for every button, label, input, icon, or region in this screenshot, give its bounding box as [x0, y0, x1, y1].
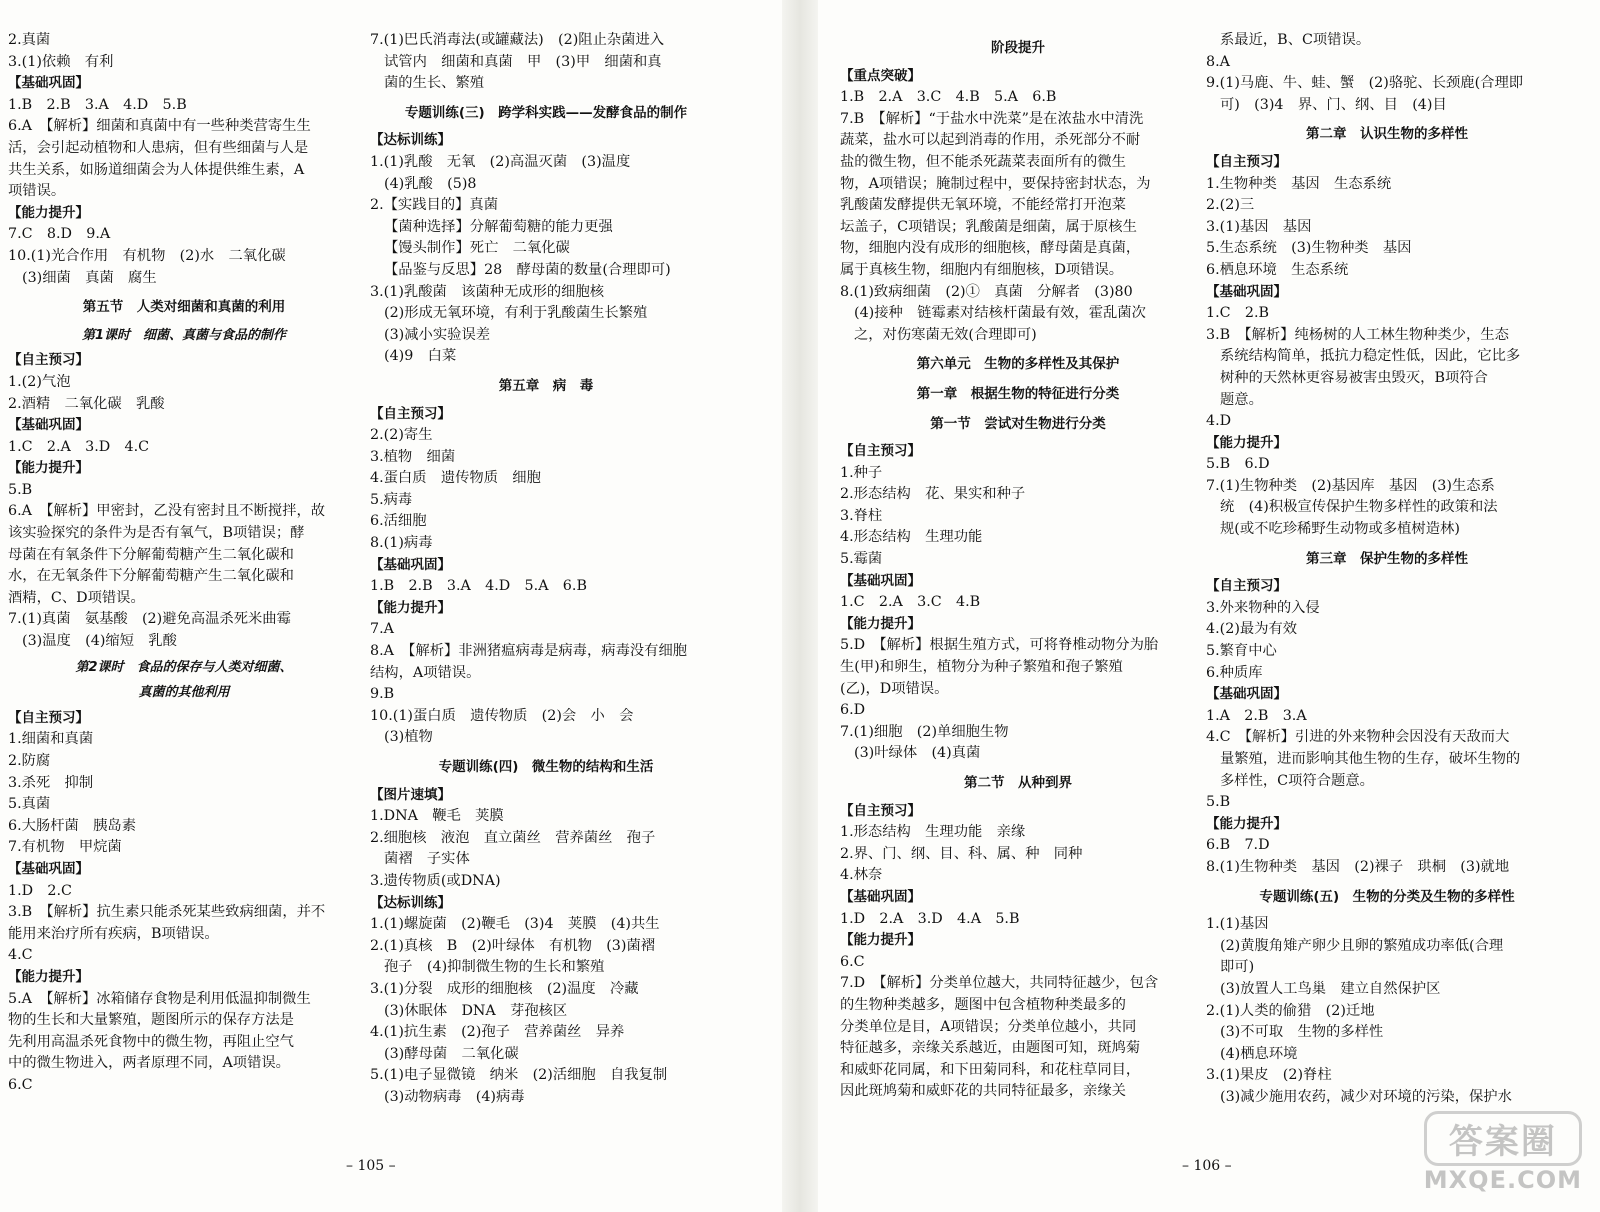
- answer-line: 【菌种选择】分解葡萄糖的能力更强: [384, 218, 613, 235]
- answer-line: 物，A项错误；腌制过程中，要保持密封状态，为: [840, 175, 1151, 192]
- answer-line: 2.(1)人类的偷猎 (2)迁地: [1206, 1002, 1375, 1019]
- answer-line: 4.蛋白质 遗传物质 细胞: [370, 470, 541, 487]
- answer-line: 6.活细胞: [370, 513, 427, 530]
- answer-line: 和威虾花同属，和下田菊同科，和花柱草同目，: [840, 1061, 1141, 1078]
- section-heading: 【能力提升】: [8, 968, 89, 985]
- section-heading: 【基础巩固】: [8, 860, 89, 877]
- answer-line: 9.B: [370, 686, 395, 703]
- answer-line: (4)9 白菜: [384, 348, 457, 365]
- answer-line: 1.形态结构 生理功能 亲缘: [840, 824, 1026, 841]
- chapter-title: 阶段提升: [991, 40, 1045, 56]
- answer-line: 规(或不吃珍稀野生动物或多植树造林): [1220, 521, 1460, 538]
- answer-line: (3)酵母菌 二氧化碳: [384, 1045, 519, 1062]
- answer-line: 特征越多，亲缘关系越近，由题图可知，斑鸠菊: [840, 1040, 1141, 1057]
- answer-line: 5.D 【解析】根据生殖方式，可将脊椎动物分为胎: [840, 637, 1159, 654]
- left-page-column-1: [8, 30, 360, 1097]
- answer-line: 2.(1)真核 B (2)叶绿体 有机物 (3)菌褶: [370, 937, 656, 954]
- chapter-title: 专题训练(四) 微生物的结构和生活: [438, 759, 654, 775]
- answer-line: 乳酸菌发酵提供无氧环境，不能经常打开泡菜: [840, 197, 1126, 214]
- section-heading: 【自主预习】: [1206, 153, 1287, 170]
- chapter-title: 专题训练(三) 跨学科实践——发酵食品的制作: [404, 104, 688, 121]
- answer-line: 中的微生物进入，两者原理不同，A项错误。: [8, 1055, 290, 1072]
- left-page: [0, 0, 780, 1212]
- answer-line: 8.(1)生物种类 基因 (2)裸子 珙桐 (3)就地: [1206, 858, 1510, 875]
- answer-line: (2)形成无氧环境，有利于乳酸菌生长繁殖: [384, 305, 648, 322]
- answer-line: 1.D 2.A 3.D 4.A 5.B: [840, 910, 1020, 927]
- answer-line: 1.D 2.C: [8, 882, 72, 899]
- section-heading: 【能力提升】: [370, 599, 451, 616]
- answer-line: 1.(1)乳酸 无氧 (2)高温灭菌 (3)温度: [370, 153, 631, 170]
- answer-line: 1.细菌和真菌: [8, 731, 94, 748]
- answer-line: 7.A: [370, 621, 394, 638]
- answer-line: 8.(1)致病细菌 (2)① 真菌 分解者 (3)80: [840, 283, 1133, 300]
- answer-line: 物的生长和大量繁殖，题图所示的保存方法是: [8, 1012, 294, 1029]
- answer-line: 6.C: [8, 1076, 33, 1093]
- answer-line: 7.C 8.D 9.A: [8, 226, 111, 243]
- answer-line: 8.(1)病毒: [370, 535, 433, 552]
- watermark: [1424, 1111, 1582, 1194]
- answer-line: 7.(1)巴氏消毒法(或罐藏法) (2)阻止杂菌进入: [370, 32, 665, 48]
- answer-line: 9.(1)马鹿、牛、蛙、蟹 (2)骆驼、长颈鹿(合理即: [1206, 75, 1524, 92]
- answer-line: 蔬菜，盐水可以起到消毒的作用，杀死部分不耐: [840, 132, 1141, 149]
- section-heading: 【自主预习】: [1206, 578, 1287, 595]
- section-heading: 【达标训练】: [370, 132, 451, 149]
- answer-line: 5.病毒: [370, 491, 413, 508]
- answer-line: 的生物种类越多，题图中包含植物种类最多的: [840, 996, 1126, 1013]
- chapter-title: 第二节 从种到界: [964, 775, 1072, 791]
- section-heading: 【能力提升】: [1206, 434, 1287, 451]
- answer-line: 1.(1)螺旋菌 (2)鞭毛 (3)4 荚膜 (4)共生: [370, 916, 660, 933]
- section-heading: 【能力提升】: [840, 932, 921, 949]
- answer-line: 5.真菌: [8, 796, 51, 813]
- answer-line: 酒精，C、D项错误。: [8, 589, 145, 606]
- section-heading: 【基础巩固】: [8, 75, 89, 92]
- answer-line: 菌的生长、繁殖: [384, 75, 485, 92]
- answer-line: 5.B: [8, 481, 33, 498]
- answer-line: 4.D: [1206, 413, 1232, 430]
- left-page-column-2: [370, 30, 722, 1109]
- answer-line: 5.B 6.D: [1206, 456, 1270, 473]
- answer-line: 因此斑鸠菊和威虾花的共同特征最多，亲缘关: [840, 1083, 1126, 1100]
- book-gutter: [782, 0, 818, 1212]
- answer-line: 7.B 【解析】“于盐水中洗菜”是在浓盐水中清洗: [840, 110, 1144, 127]
- answer-line: 母菌在有氧条件下分解葡萄糖产生二氧化碳和: [8, 546, 294, 563]
- answer-line: 3.遗传物质(或DNA): [370, 872, 501, 889]
- right-page: [820, 0, 1600, 1212]
- answer-line: 2.细胞核 液泡 直立菌丝 营养菌丝 孢子: [370, 829, 656, 846]
- section-heading: 【能力提升】: [8, 460, 89, 477]
- section-heading: 【图片速填】: [370, 786, 451, 803]
- answer-line: 10.(1)蛋白质 遗传物质 (2)会 小 会: [370, 707, 634, 724]
- section-heading: 【自主预习】: [840, 802, 921, 819]
- watermark-url: MXQE.COM: [1423, 1166, 1582, 1194]
- right-page-column-2: [1206, 30, 1568, 1109]
- answer-line: 6.大肠杆菌 胰岛素: [8, 817, 137, 834]
- answer-line: 量繁殖，进而影响其他生物的生存，破坏生物的: [1220, 751, 1521, 767]
- section-heading: 【自主预习】: [840, 443, 921, 460]
- answer-line: 物，细胞内没有成形的细胞核，酵母菌是真菌，: [840, 240, 1141, 257]
- section-heading: 【能力提升】: [8, 204, 89, 221]
- answer-line: (4)栖息环境: [1220, 1045, 1298, 1062]
- section-heading: 【自主预习】: [370, 405, 451, 422]
- answer-line: 结构，A项错误。: [370, 664, 481, 681]
- chapter-title: 第二章 认识生物的多样性: [1306, 126, 1468, 143]
- answer-line: 6.A 【解析】甲密封，乙没有密封且不断搅拌，故: [8, 503, 326, 520]
- answer-line: 1.B 2.A 3.C 4.B 5.A 6.B: [840, 89, 1057, 106]
- answer-line: (4)接种 链霉素对结核杆菌最有效，霍乱菌次: [854, 305, 1146, 322]
- answer-line: 3.(1)依赖 有利: [8, 53, 114, 70]
- answer-line: (3)温度 (4)缩短 乳酸: [22, 633, 177, 650]
- answer-line: 3.杀死 抑制: [8, 774, 94, 791]
- lesson-title: 真菌的其他利用: [138, 685, 230, 701]
- answer-line: 1.(2)气泡: [8, 373, 71, 390]
- answer-line: 6.栖息环境 生态系统: [1206, 261, 1349, 278]
- section-heading: 【基础巩固】: [840, 888, 921, 905]
- answer-line: (4)乳酸 (5)8: [384, 175, 477, 192]
- answer-line: 3.外来物种的入侵: [1206, 599, 1320, 616]
- answer-line: 7.(1)生物种类 (2)基因库 基因 (3)生态系: [1206, 477, 1495, 494]
- answer-line: 5.霉菌: [840, 551, 883, 568]
- section-heading: 【能力提升】: [1206, 815, 1287, 832]
- answer-line: 4.C 【解析】引进的外来物种会因没有天敌而大: [1206, 729, 1510, 746]
- answer-line: 4.形态结构 生理功能: [840, 529, 983, 546]
- answer-line: 2.防腐: [8, 753, 51, 769]
- section-heading: 【基础巩固】: [8, 417, 89, 434]
- answer-line: 能用来治疗所有疾病，B项错误。: [8, 925, 219, 942]
- answer-line: 1.C 2.A 3.C 4.B: [840, 594, 981, 611]
- answer-line: (3)细菌 真菌 腐生: [22, 269, 157, 286]
- answer-line: 先利用高温杀死食物中的微生物，再阻止空气: [8, 1033, 294, 1050]
- answer-line: 3.脊柱: [840, 507, 883, 524]
- answer-line: 系统结构简单，抵抗力稳定性低，因此，它比多: [1220, 348, 1521, 365]
- answer-line: 坛盖子，C项错误；乳酸菌是细菌，属于原核生: [840, 218, 1137, 235]
- answer-line: 生(甲)和卵生，植物分为种子繁殖和孢子繁殖: [840, 659, 1123, 676]
- answer-line: 【馒头制作】死亡 二氧化碳: [384, 240, 570, 257]
- answer-line: (3)休眠体 DNA 芽孢核区: [384, 1002, 568, 1019]
- answer-line: 7.(1)细胞 (2)单细胞生物: [840, 723, 1009, 740]
- answer-line: 1.A 2.B 3.A: [1206, 707, 1307, 724]
- answer-line: (3)减小实验误差: [384, 326, 491, 343]
- answer-line: 3.B 【解析】抗生素只能杀死某些致病细菌，并不: [8, 904, 326, 921]
- chapter-title: 第一节 尝试对生物进行分类: [930, 415, 1106, 432]
- answer-line: 8.A: [1206, 53, 1230, 70]
- answer-line: 共生关系，如肠道细菌会为人体提供维生素，A: [8, 161, 305, 178]
- section-heading: 【重点突破】: [840, 67, 921, 84]
- answer-line: 4.(2)最为有效: [1206, 621, 1298, 638]
- answer-line: 3.(1)分裂 成形的细胞核 (2)温度 冷藏: [370, 980, 639, 997]
- answer-line: (3)减少施用农药，减少对环境的污染，保护水: [1220, 1088, 1512, 1105]
- chapter-title: 第三章 保护生物的多样性: [1306, 550, 1468, 567]
- answer-line: 6.D: [840, 702, 866, 719]
- answer-line: (3)不可取 生物的多样性: [1220, 1024, 1384, 1041]
- answer-line: (乙)，D项错误。: [840, 680, 949, 697]
- section-heading: 【能力提升】: [840, 615, 921, 632]
- page-number: – 106 –: [1182, 1158, 1232, 1174]
- page-number: – 105 –: [346, 1158, 396, 1174]
- answer-line: 1.C 2.A 3.D 4.C: [8, 438, 150, 455]
- answer-line: 1.B 2.B 3.A 4.D 5.B: [8, 96, 187, 113]
- answer-line: 1.(1)基因: [1206, 916, 1269, 933]
- answer-line: 4.(1)抗生素 (2)孢子 营养菌丝 异养: [370, 1024, 625, 1041]
- answer-line: (3)放置人工鸟巢 建立自然保护区: [1220, 980, 1441, 997]
- answer-line: 项错误。: [8, 183, 66, 200]
- answer-line: 3.(1)果皮 (2)脊柱: [1206, 1067, 1332, 1084]
- answer-line: 该实验探究的条件为是否有氧气，B项错误；酵: [8, 525, 305, 542]
- lesson-title: 第1课时 细菌、真菌与食品的制作: [81, 327, 287, 343]
- answer-line: 8.A 【解析】非洲猪瘟病毒是病毒，病毒没有细胞: [370, 643, 688, 660]
- chapter-title: 第五章 病 毒: [498, 377, 594, 394]
- answer-line: 菌褶 子实体: [384, 851, 470, 868]
- answer-line: 2.界、门、纲、目、科、属、种 同种: [840, 845, 1083, 862]
- answer-line: 属于真核生物，细胞内有细胞核，D项错误。: [840, 261, 1124, 278]
- section-heading: 【基础巩固】: [840, 572, 921, 589]
- answer-line: 3.(1)基因 基因: [1206, 218, 1312, 235]
- right-page-column-1: [840, 30, 1196, 1103]
- answer-line: 3.B 【解析】纯杨树的人工林生物种类少，生态: [1206, 326, 1509, 343]
- answer-line: 可) (3)4 界、门、纲、目 (4)目: [1220, 96, 1447, 113]
- answer-line: 2.酒精 二氧化碳 乳酸: [8, 395, 165, 412]
- chapter-title: 第一章 根据生物的特征进行分类: [916, 385, 1120, 402]
- answer-line: (2)黄腹角雉产卵少且卵的繁殖成功率低(合理: [1220, 937, 1504, 954]
- answer-line: 7.D 【解析】分类单位越大，共同特征越少，包含: [840, 975, 1159, 992]
- answer-line: 水，在无氧条件下分解葡萄糖产生二氧化碳和: [8, 568, 294, 585]
- answer-line: 活，会引起动植物和人患病，但有些细菌与人是: [8, 139, 309, 156]
- answer-line: 5.繁育中心: [1206, 643, 1277, 660]
- answer-line: (3)叶绿体 (4)真菌: [854, 745, 981, 762]
- answer-line: (3)植物: [384, 729, 433, 746]
- answer-line: 1.种子: [840, 464, 883, 481]
- section-heading: 【自主预习】: [8, 709, 89, 726]
- section-heading: 【基础巩固】: [1206, 686, 1287, 703]
- lesson-title: 第2课时 食品的保存与人类对细菌、: [75, 659, 293, 675]
- answer-line: 6.C: [840, 953, 865, 970]
- answer-line: 2.【实践目的】真菌: [370, 197, 499, 214]
- answer-line: 之，对伤寒菌无效(合理即可): [854, 326, 1037, 343]
- answer-line: 【品鉴与反思】28 酵母菌的数量(合理即可): [384, 261, 671, 278]
- answer-line: 1.C 2.B: [1206, 305, 1270, 322]
- answer-line: 统 (4)积极宣传保护生物多样性的政策和法: [1220, 499, 1498, 516]
- chapter-title: 第五节 人类对细菌和真菌的利用: [82, 299, 286, 316]
- answer-line: 孢子 (4)抑制微生物的生长和繁殖: [384, 959, 605, 976]
- section-heading: 【基础巩固】: [370, 556, 451, 573]
- answer-line: 5.B: [1206, 794, 1231, 811]
- answer-line: 试管内 细菌和真菌 甲 (3)甲 细菌和真: [384, 53, 662, 70]
- answer-line: 1.B 2.B 3.A 4.D 5.A 6.B: [370, 578, 587, 595]
- section-heading: 【自主预习】: [8, 352, 89, 369]
- answer-line: 3.植物 细菌: [370, 448, 456, 465]
- answer-line: 分类单位是目，A项错误；分类单位越小，共同: [840, 1018, 1137, 1035]
- answer-line: 2.(2)三: [1206, 197, 1255, 214]
- answer-line: 多样性，C项符合题意。: [1220, 772, 1374, 789]
- answer-line: 4.林奈: [840, 867, 883, 884]
- answer-line: 6.A 【解析】细菌和真菌中有一些种类营寄生生: [8, 118, 311, 135]
- section-heading: 【达标训练】: [370, 894, 451, 911]
- answer-line: 系最近，B、C项错误。: [1220, 32, 1371, 48]
- answer-line: 6.种质库: [1206, 664, 1263, 681]
- section-heading: 【基础巩固】: [1206, 283, 1287, 300]
- answer-line: (3)动物病毒 (4)病毒: [384, 1088, 525, 1105]
- answer-line: 7.有机物 甲烷菌: [8, 839, 122, 856]
- answer-line: 2.(2)寄生: [370, 427, 433, 444]
- watermark-logo: 答案圈: [1424, 1111, 1582, 1166]
- answer-line: 5.(1)电子显微镜 纳米 (2)活细胞 自我复制: [370, 1067, 668, 1084]
- answer-line: 6.B 7.D: [1206, 837, 1270, 854]
- answer-line: 5.A 【解析】冰箱储存食物是利用低温抑制微生: [8, 990, 311, 1007]
- answer-line: 树种的天然林更容易被害虫毁灭，B项符合: [1220, 369, 1488, 386]
- answer-line: 2.真菌: [8, 32, 51, 48]
- answer-line: 盐的微生物，但不能杀死蔬菜表面所有的微生: [840, 153, 1126, 170]
- answer-line: 即可): [1220, 959, 1255, 976]
- answer-line: 3.(1)乳酸菌 该菌种无成形的细胞核: [370, 283, 605, 300]
- answer-line: 1.DNA 鞭毛 荚膜: [370, 808, 504, 825]
- chapter-title: 第六单元 生物的多样性及其保护: [916, 356, 1120, 373]
- answer-line: 5.生态系统 (3)生物种类 基因: [1206, 240, 1412, 257]
- answer-line: 7.(1)真菌 氨基酸 (2)避免高温杀死米曲霉: [8, 611, 291, 628]
- answer-line: 2.形态结构 花、果实和种子: [840, 486, 1026, 503]
- chapter-title: 专题训练(五) 生物的分类及生物的多样性: [1259, 888, 1515, 905]
- answer-line: 4.C: [8, 947, 33, 964]
- answer-line: 10.(1)光合作用 有机物 (2)水 二氧化碳: [8, 247, 286, 264]
- answer-line: 题意。: [1220, 391, 1263, 408]
- answer-line: 1.生物种类 基因 生态系统: [1206, 175, 1392, 192]
